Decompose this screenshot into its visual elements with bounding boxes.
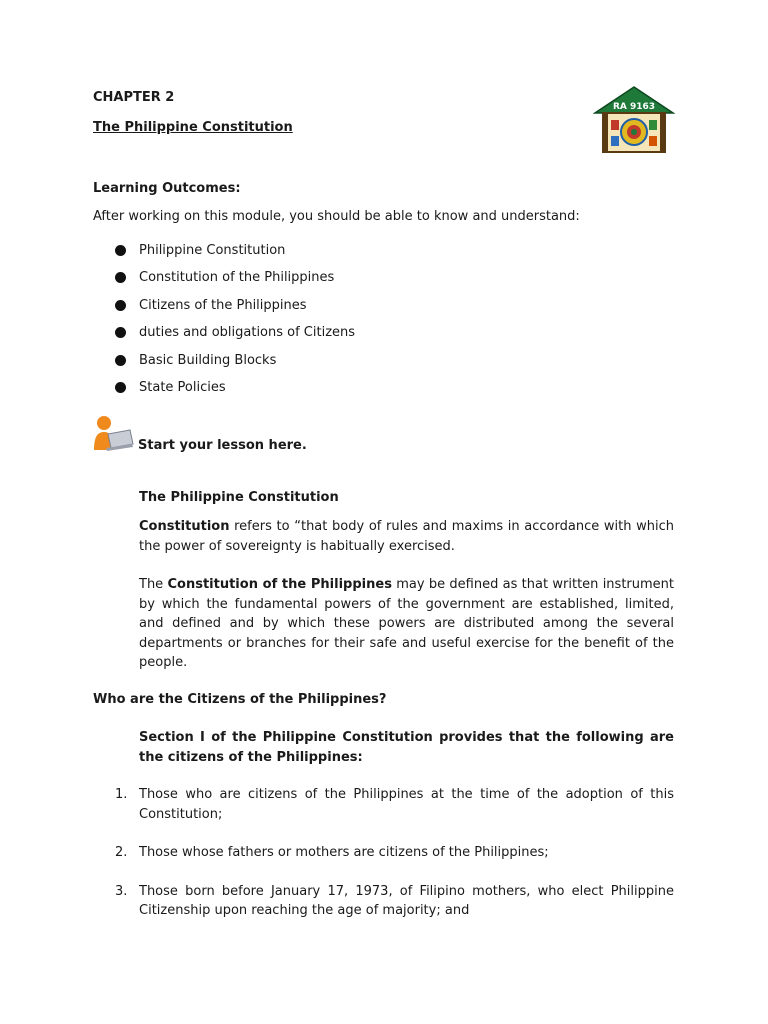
list-item: [113, 351, 355, 378]
list-number: 3.: [115, 883, 128, 899]
definition-prefix: The: [139, 577, 168, 592]
list-item: [93, 843, 674, 863]
citizens-question-heading: Who are the Citizens of the Philippines?: [93, 692, 387, 707]
bullet-icon: [115, 382, 126, 393]
start-lesson-label: Start your lesson here.: [138, 438, 307, 453]
definition-text: may be defined as that written instrument by which the fundamental powers of the government are established, limited, and defined and by which these powers are distributed among the several departments or branches for their safe and useful exercise for the benefit of the people.: [139, 577, 675, 670]
bullet-icon: [115, 327, 126, 338]
list-item-text: Philippine Constitution: [139, 243, 286, 258]
chapter-title: The Philippine Constitution: [93, 120, 293, 135]
list-item-text: Basic Building Blocks: [139, 352, 277, 368]
definition-text: refers to “that body of rules and maxims in accordance with which the power of sovereignty is habitually exercised.: [139, 519, 674, 554]
section-intro: Section I of the Philippine Constitution provides that the following are the citizens of the Philippines:: [139, 730, 674, 765]
list-number: 2.: [115, 845, 128, 860]
student-laptop-icon: [92, 414, 134, 452]
bullet-icon: [115, 300, 126, 311]
list-item: [113, 323, 355, 350]
list-item-text: State Policies: [139, 379, 226, 395]
list-item-text: duties and obligations of Citizens: [139, 325, 356, 341]
learning-outcomes-intro: After working on this module, you should be able to know and understand:: [93, 209, 580, 224]
section-heading: The Philippine Constitution: [139, 490, 339, 505]
list-item-text: Those who are citizens of the Philippines at the time of the adoption of this Constitution;: [139, 787, 674, 822]
list-item: [93, 785, 674, 824]
list-number: 1.: [115, 787, 128, 802]
learning-outcomes-heading: Learning Outcomes:: [93, 181, 241, 196]
list-item: [113, 296, 355, 323]
list-item: [113, 241, 355, 268]
definition-term: Constitution: [139, 519, 230, 534]
learning-outcomes-list: [113, 241, 355, 405]
list-item-text: Constitution of the Philippines: [139, 270, 335, 286]
list-item-text: Citizens of the Philippines: [139, 297, 307, 313]
constitution-definition: [139, 517, 674, 556]
constitution-of-philippines-definition: [139, 575, 674, 673]
bullet-icon: [115, 272, 126, 283]
citizens-list: [93, 785, 674, 940]
bullet-icon: [115, 245, 126, 256]
list-item-text: Those whose fathers or mothers are citizens of the Philippines;: [139, 845, 549, 860]
logo-text: RA 9163: [612, 102, 656, 112]
chapter-label: CHAPTER 2: [93, 90, 175, 105]
ra9163-house-logo: [593, 86, 675, 154]
list-item-text: Those born before January 17, 1973, of Filipino mothers, who elect Philippine Citizenship upon reaching the age of majority; and: [139, 883, 674, 918]
bullet-icon: [115, 355, 126, 366]
definition-term: Constitution of the Philippines: [167, 577, 392, 592]
list-item: [93, 882, 674, 921]
list-item: [113, 378, 355, 405]
list-item: [113, 268, 355, 295]
